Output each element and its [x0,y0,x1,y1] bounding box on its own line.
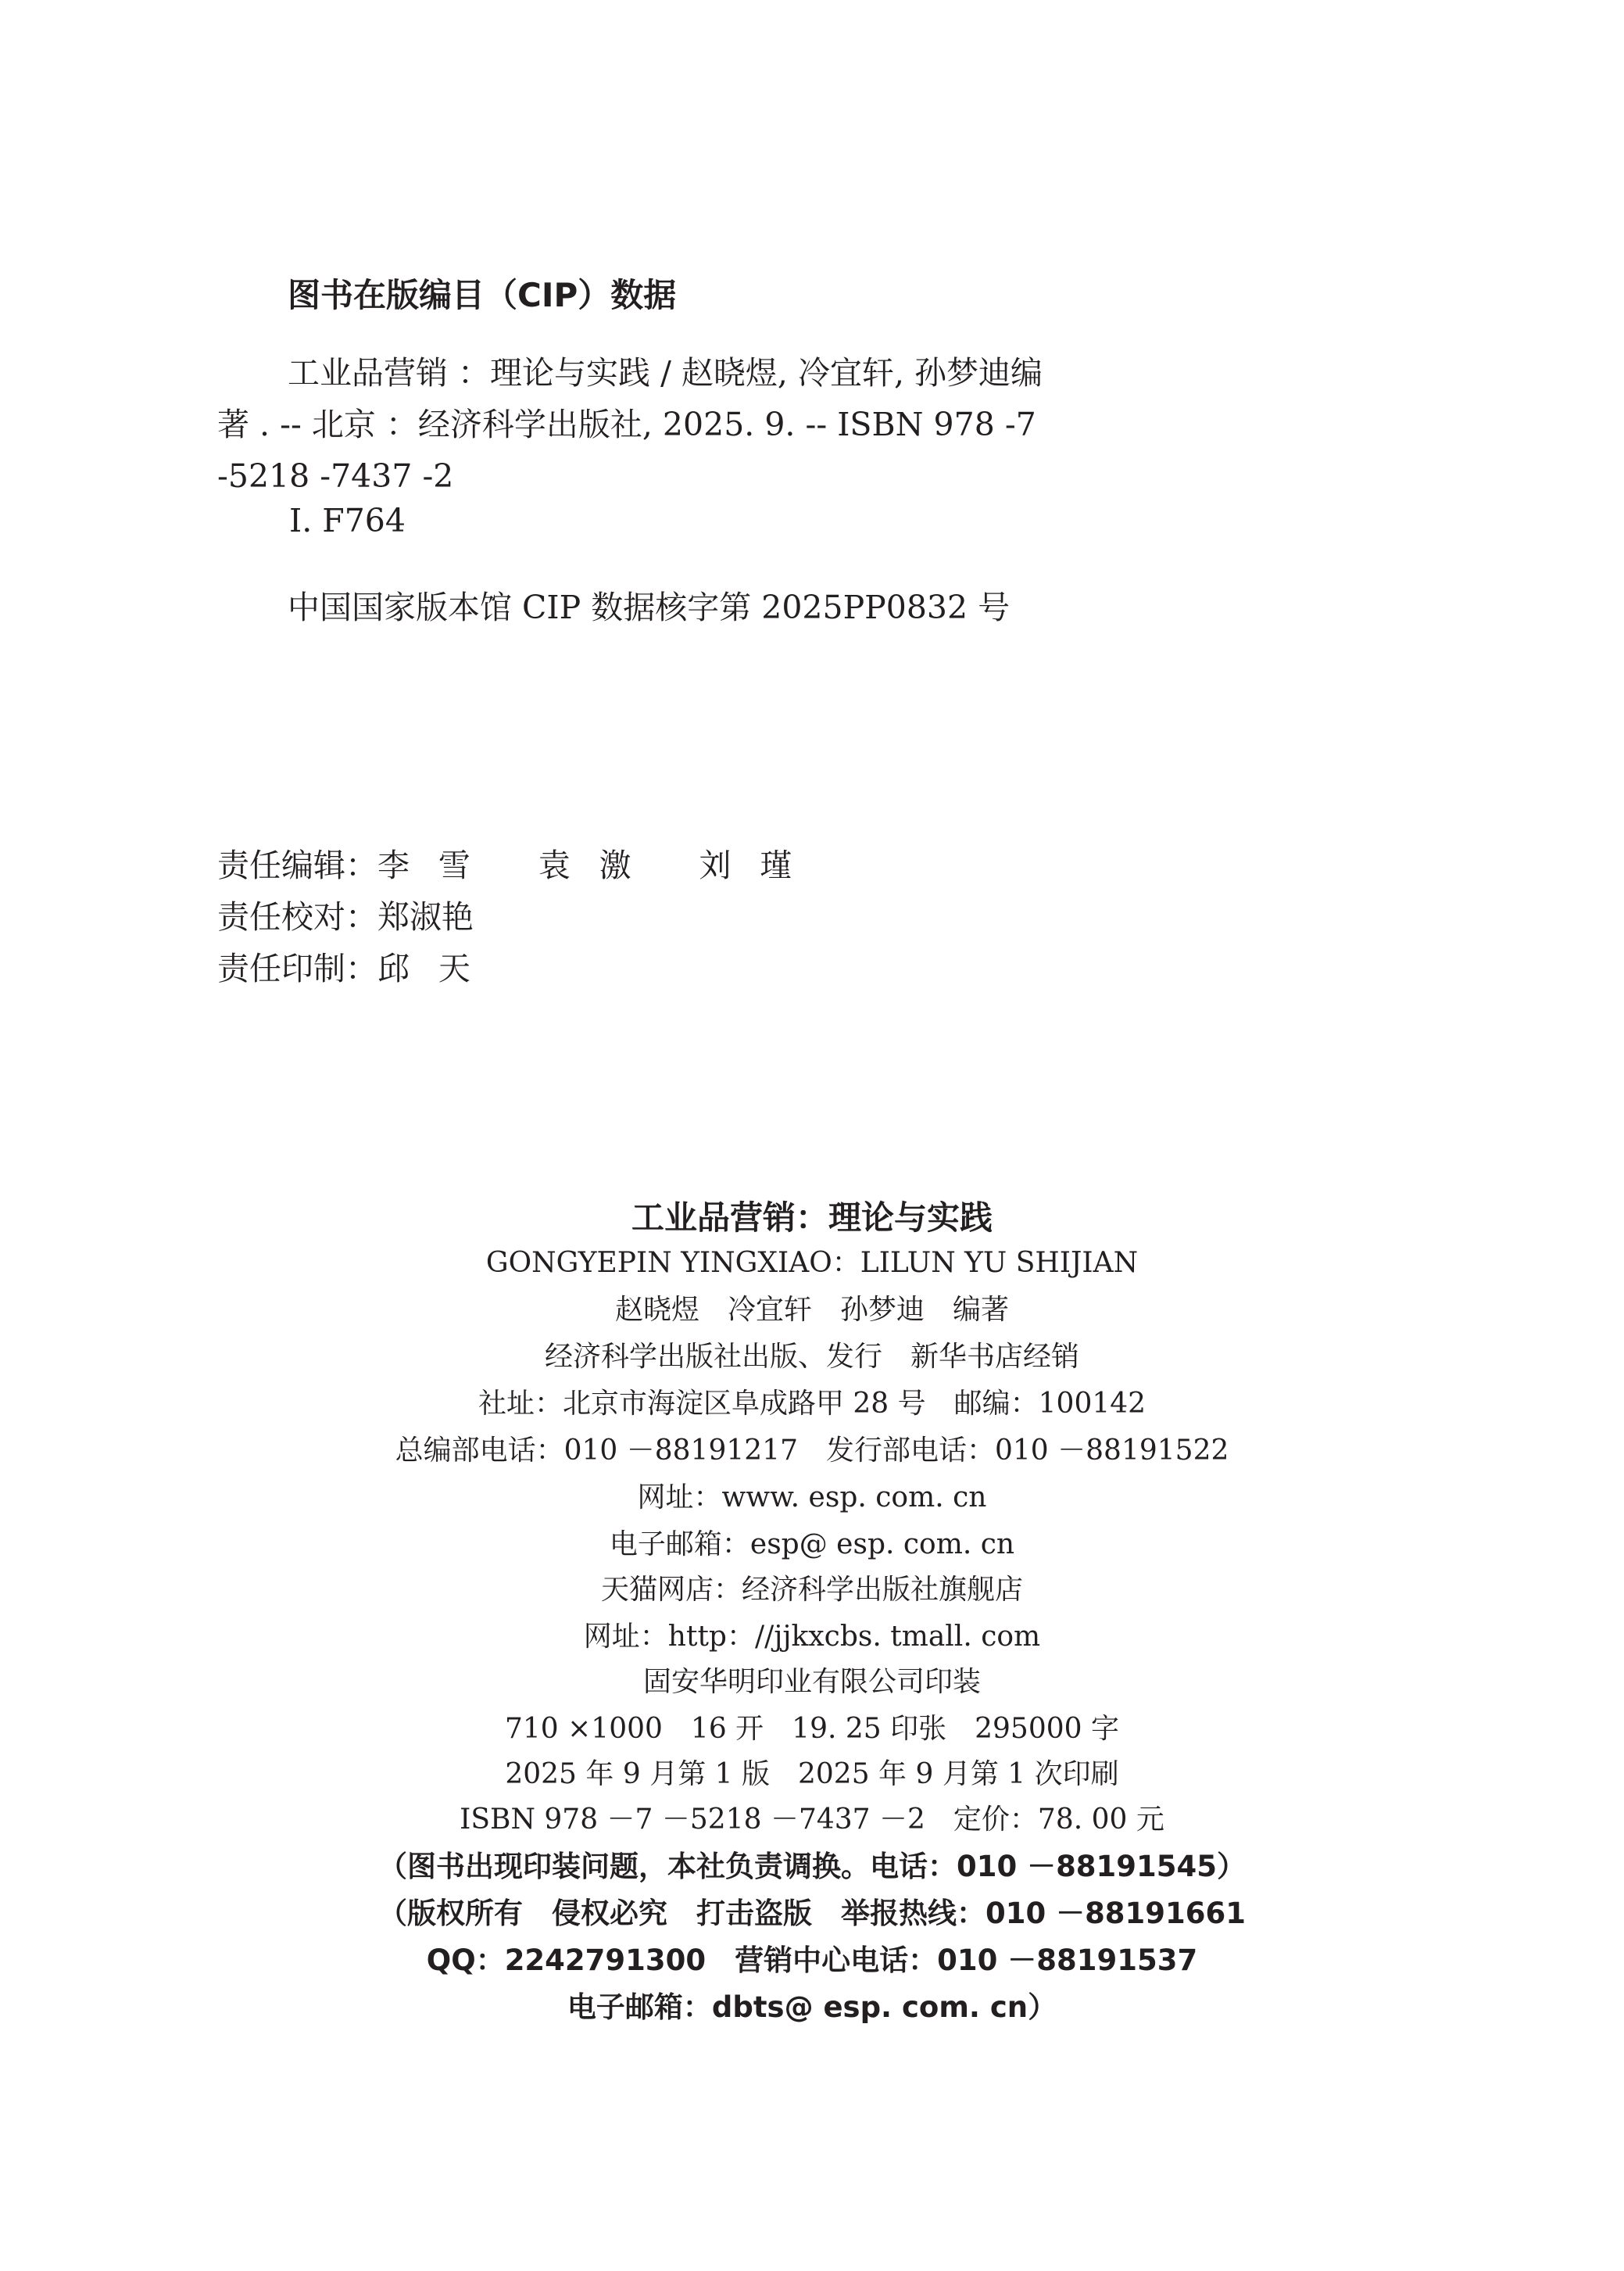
colophon-edition: 2025 年 9 月第 1 版 2025 年 9 月第 1 次印刷 [505,1758,1119,1790]
colophon-address: 社址：北京市海淀区阜成路甲 28 号 邮编：100142 [478,1388,1146,1420]
staff-proofreader-label: 责任校对： [217,898,377,936]
staff-printing-value: 邱天 [377,950,499,987]
colophon-tmall-url: 网址：http：//jjkxcbs. tmall. com [583,1621,1041,1653]
colophon-pinyin-title: GONGYEPIN YINGXIAO：LILUN YU SHIJIAN [485,1247,1139,1279]
colophon-publisher: 经济科学出版社出版、发行 新华书店经销 [544,1341,1079,1373]
colophon-book-title: 工业品营销：理论与实践 [631,1198,993,1237]
cip-classification: Ⅰ. F764 [289,502,406,539]
staff-editor-value: 李雪 袁激 刘瑾 [377,847,821,884]
staff-editor [217,840,821,886]
colophon-authors: 赵晓煜 冷宜轩 孙梦迪 编著 [614,1294,1009,1326]
cip-record-number: 中国国家版本馆 CIP 数据核字第 2025PP0832 号 [288,589,1011,626]
colophon-website: 网址：www. esp. com. cn [637,1481,987,1513]
staff-editor-label: 责任编辑： [217,847,377,884]
cip-title: 图书在版编目（CIP）数据 [288,276,677,314]
colophon-notice-piracy: （版权所有 侵权必究 打击盗版 举报热线：010 －88191661 [377,1897,1247,1930]
colophon-tmall-shop: 天猫网店：经济科学出版社旗舰店 [600,1574,1023,1606]
colophon-notice-email: 电子邮箱：dbts@ esp. com. cn） [567,1990,1057,2024]
colophon-format: 710 ×1000 16 开 19. 25 印张 295000 字 [504,1713,1119,1745]
colophon-email: 电子邮箱：esp@ esp. com. cn [609,1528,1015,1560]
colophon-phones: 总编部电话：010 －88191217 发行部电话：010 －88191522 [395,1435,1229,1467]
staff-printing-label: 责任印制： [217,950,377,987]
colophon-isbn-price: ISBN 978 －7 －5218 －7437 －2 定价：78. 00 元 [460,1804,1164,1836]
colophon-notice-print: （图书出现印装问题，本社负责调换。电话：010 －88191545） [377,1850,1247,1883]
colophon-notice-qq: QQ：2242791300 营销中心电话：010 －88191537 [426,1943,1198,1977]
staff-proofreader [217,891,474,937]
colophon-printer: 固安华明印业有限公司印装 [642,1666,981,1698]
cip-record-paragraph: 工业品营销 ：理论与实践 / 赵晓煜, 冷宜轩, 孙梦迪编著 . -- 北京 ：经济科学出版社, 2025. 9. -- ISBN 978 -7 -5218 -7437 -2 [217,354,1043,495]
staff-printing [217,943,499,989]
staff-proofreader-value: 郑淑艳 [377,898,474,936]
